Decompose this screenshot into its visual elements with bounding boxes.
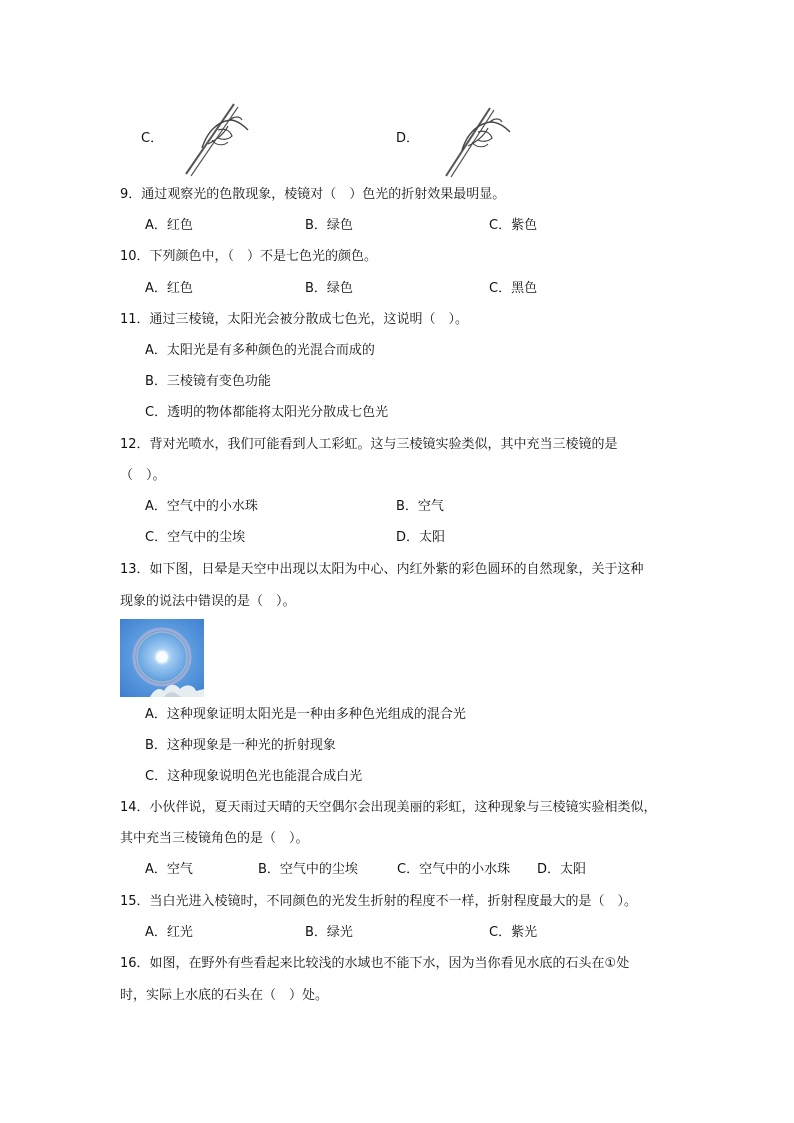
q12-option-d: D．太阳	[396, 530, 446, 545]
question-15-stem: 15．当白光进入棱镜时，不同颜色的光发生折射的程度不一样，折射程度最大的是（ ）。	[120, 894, 638, 909]
q10-option-c: C．黑色	[489, 281, 538, 296]
q11-option-c: C．透明的物体都能将太阳光分散成七色光	[145, 405, 389, 420]
q15-option-b: B．绿光	[305, 925, 353, 940]
q12-option-b: B．空气	[396, 499, 444, 514]
q8-option-d-label: D．	[396, 131, 420, 146]
q14-option-c: C．空气中的小水珠	[397, 862, 511, 877]
sun-halo-photo	[120, 619, 204, 697]
q15-option-a: A．红光	[145, 925, 193, 940]
q15-option-c: C．紫光	[489, 925, 538, 940]
q14-option-d: D．太阳	[537, 862, 587, 877]
q11-option-b: B．三棱镜有变色功能	[145, 374, 271, 389]
question-11-stem: 11．通过三棱镜，太阳光会被分散成七色光，这说明（ ）。	[120, 312, 469, 327]
question-12-stem-line-1: 12．背对光喷水，我们可能看到人工彩虹。这与三棱镜实验类似，其中充当三棱镜的是	[120, 437, 618, 452]
hand-holding-pencil-image-c	[178, 100, 258, 178]
question-16-stem-line-1: 16．如图，在野外有些看起来比较浅的水域也不能下水，因为当你看见水底的石头在①处	[120, 956, 630, 971]
hand-holding-pencil-image-d	[436, 104, 516, 178]
question-13-stem-line-1: 13．如下图，日晕是天空中出现以太阳为中心、内红外紫的彩色圆环的自然现象，关于这种	[120, 562, 644, 577]
question-12-stem-line-2: （ ）。	[120, 468, 166, 483]
q10-option-a: A．红色	[145, 281, 193, 296]
q13-option-c: C．这种现象说明色光也能混合成白光	[145, 769, 363, 784]
question-14-stem-line-1: 14．小伙伴说，夏天雨过天晴的天空偶尔会出现美丽的彩虹，这种现象与三棱镜实验相类似，	[120, 800, 657, 815]
q12-option-a: A．空气中的小水珠	[145, 499, 258, 514]
q10-option-b: B．绿色	[305, 281, 353, 296]
q9-option-a: A．红色	[145, 218, 193, 233]
question-13-stem-line-2: 现象的说法中错误的是（ ）。	[120, 594, 296, 609]
q11-option-a: A．太阳光是有多种颜色的光混合而成的	[145, 343, 375, 358]
question-14-stem-line-2: 其中充当三棱镜角色的是（ ）。	[120, 831, 309, 846]
q14-option-b: B．空气中的尘埃	[258, 862, 358, 877]
q9-option-c: C．紫色	[489, 218, 538, 233]
q13-option-a: A．这种现象证明太阳光是一种由多种色光组成的混合光	[145, 707, 466, 722]
question-16-stem-line-2: 时，实际上水底的石头在（ ）处。	[120, 988, 329, 1003]
q12-option-c: C．空气中的尘埃	[145, 530, 246, 545]
question-10-stem: 10．下列颜色中，（ ）不是七色光的颜色。	[120, 249, 378, 264]
q8-option-c-label: C．	[141, 131, 164, 146]
q14-option-a: A．空气	[145, 862, 193, 877]
question-9-stem: 9．通过观察光的色散现象，棱镜对（ ）色光的折射效果最明显。	[120, 187, 506, 202]
q13-option-b: B．这种现象是一种光的折射现象	[145, 738, 336, 753]
q9-option-b: B．绿色	[305, 218, 353, 233]
